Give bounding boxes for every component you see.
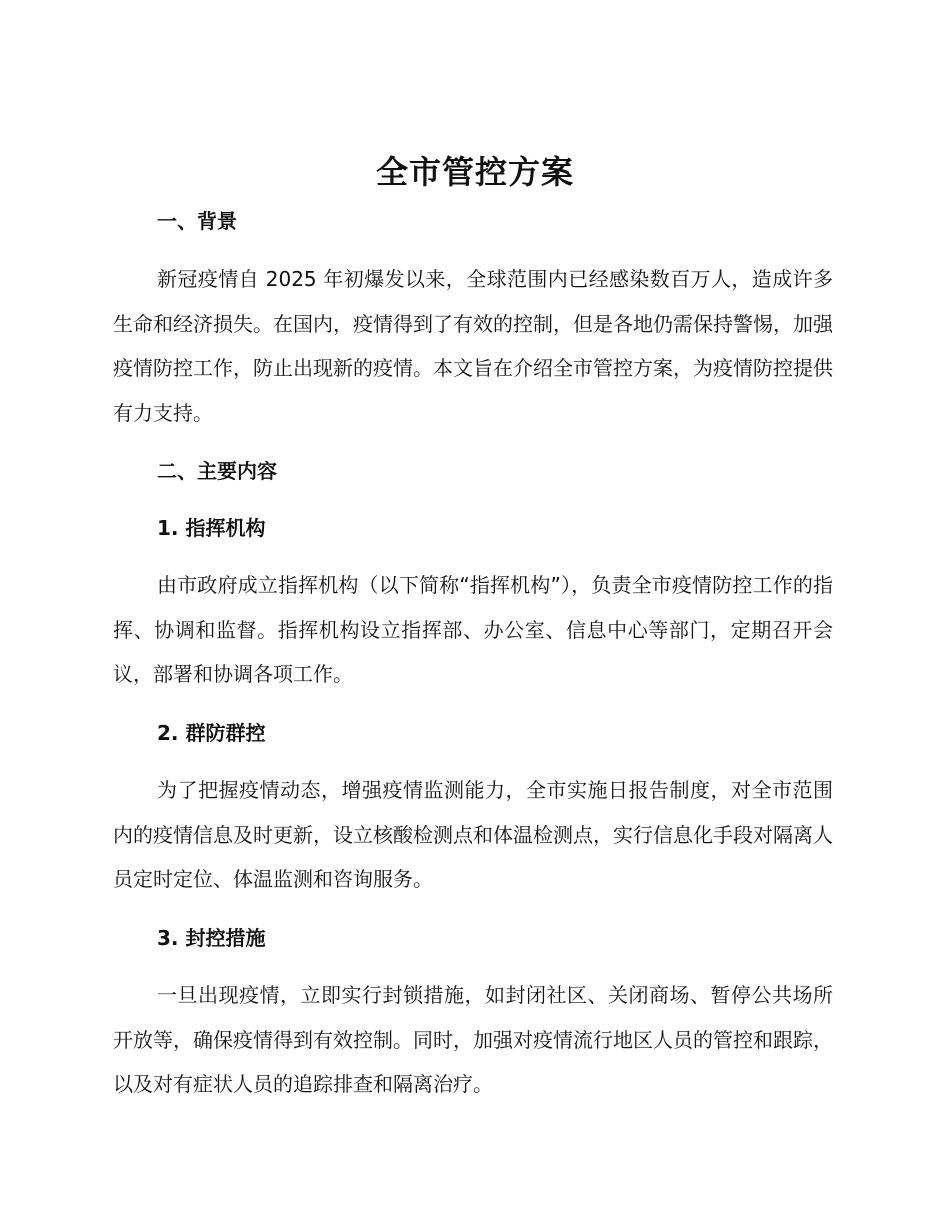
- paragraph-group-prevention: 为了把握疫情动态，增强疫情监测能力，全市实施日报告制度，对全市范围内的疫情信息及时更新，设立核酸检测点和体温检测点，实行信息化手段对隔离人员定时定位、体温监测和咨询服务。: [113, 778, 833, 891]
- subheading-group-prevention: 2. 群防群控: [157, 721, 266, 745]
- subheading-lockdown-measures: 3. 封控措施: [157, 926, 266, 950]
- section-heading-background: 一、背景: [157, 209, 237, 233]
- subheading-command-structure: 1. 指挥机构: [157, 516, 266, 540]
- paragraph-command-structure: 由市政府成立指挥机构（以下简称“指挥机构”），负责全市疫情防控工作的指挥、协调和监督。指挥机构设立指挥部、办公室、信息中心等部门，定期召开会议，部署和协调各项工作。: [113, 573, 833, 686]
- paragraph-lockdown-measures: 一旦出现疫情，立即实行封锁措施，如封闭社区、关闭商场、暂停公共场所开放等，确保疫情得到有效控制。同时，加强对疫情流行地区人员的管控和跟踪，以及对有症状人员的追踪排查和隔离治疗。: [113, 983, 833, 1096]
- document-title: 全市管控方案: [375, 153, 574, 191]
- paragraph-background: 新冠疫情自 2025 年初爆发以来，全球范围内已经感染数百万人，造成许多生命和经济损失。在国内，疫情得到了有效的控制，但是各地仍需保持警惕，加强疫情防控工作，防止出现新的疫情。本文旨在介绍全市管控方案，为疫情防控提供有力支持。: [113, 267, 833, 425]
- section-heading-main-content: 二、主要内容: [157, 459, 277, 483]
